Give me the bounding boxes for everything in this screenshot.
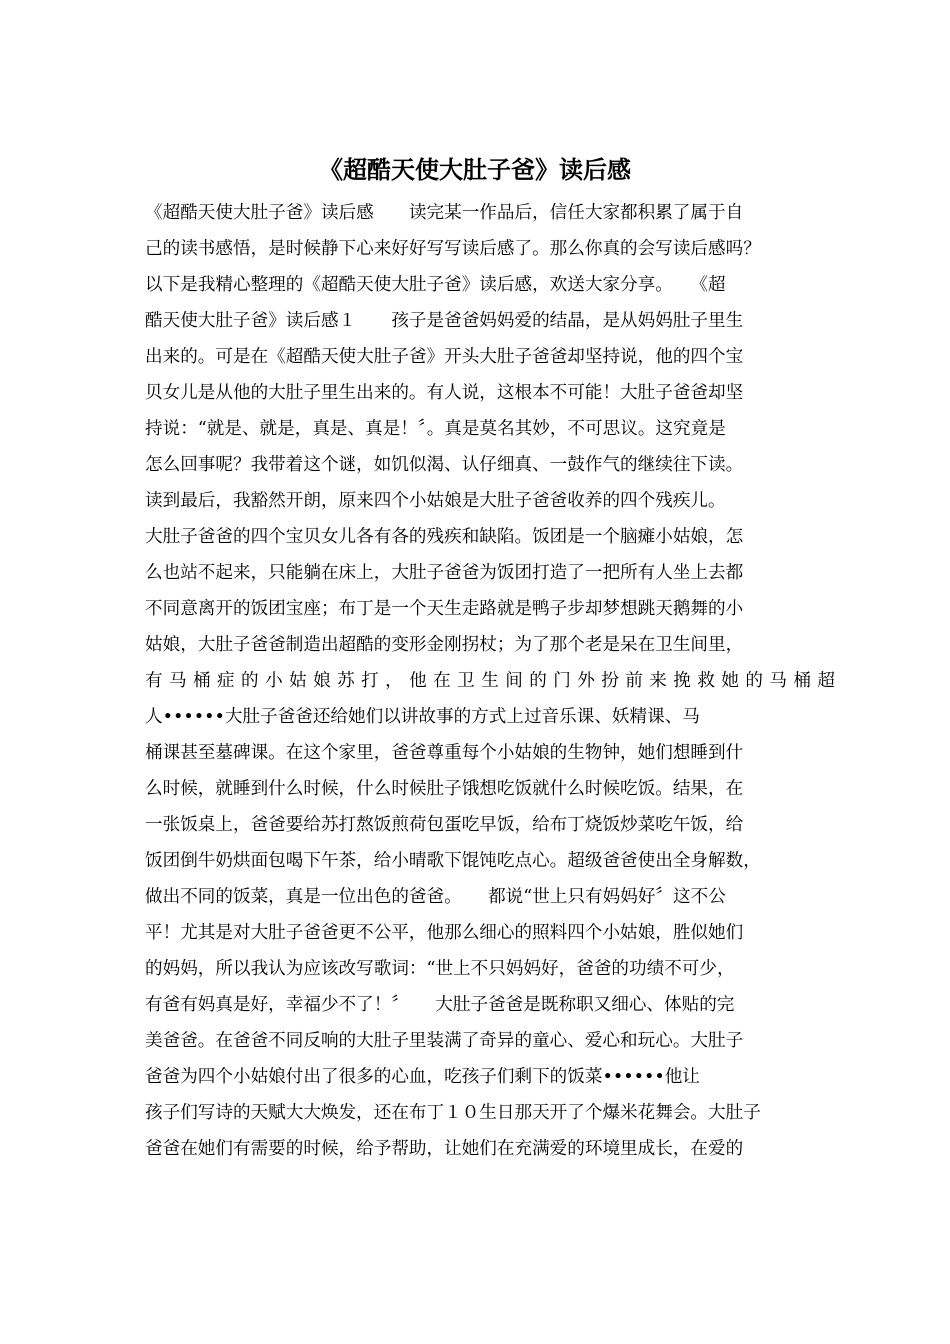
body-line: 《超酷天使大肚子爸》读后感 读完某一作品后，信任大家都积累了属于自	[145, 203, 744, 223]
body-line: 么也站不起来，只能躺在床上，大肚子爸爸为饭团打造了一把所有人坐上去都	[145, 563, 744, 583]
body-line: 有爸有妈真是好，幸福少不了！〞 大肚子爸爸是既称职又细心、体贴的完	[145, 995, 735, 1015]
body-line: 桶课甚至墓碑课。在这个家里，爸爸尊重每个小姑娘的生物钟，她们想睡到什	[145, 743, 744, 763]
body-line: 贝女儿是从他的大肚子里生出来的。有人说，这根本不可能！大肚子爸爸却坚	[145, 383, 744, 403]
document-title: 《超酷天使大肚子爸》读后感	[319, 155, 631, 184]
body-line: 爸爸在她们有需要的时候，给予帮助，让她们在充满爱的环境里成长，在爱的	[145, 1139, 744, 1159]
body-line: 爸爸为四个小姑娘付出了很多的心血，吃孩子们剩下的饭菜••••••他让	[145, 1067, 700, 1087]
body-line: 己的读书感悟，是时候静下心来好好写写读后感了。那么你真的会写读后感吗？	[145, 239, 761, 259]
body-line: 的妈妈，所以我认为应该改写歌词：“世上不只妈妈好，爸爸的功绩不可少，	[145, 959, 735, 979]
body-line: 平！尤其是对大肚子爸爸更不公平，他那么细心的照料四个小姑娘，胜似她们	[145, 923, 744, 943]
body-line: 人••••••大肚子爸爸还给她们以讲故事的方式上过音乐课、妖精课、马	[145, 707, 700, 727]
body-line: 持说：“就是、就是，真是、真是！〞。真是莫名其妙，不可思议。这究竟是	[145, 419, 726, 439]
body-line: 不同意离开的饭团宝座；布丁是一个天生走路就是鸭子步却梦想跳天鹅舞的小	[145, 599, 744, 619]
body-line: 以下是我精心整理的《超酷天使大肚子爸》读后感，欢送大家分享。 《超	[145, 275, 726, 295]
body-line: 有马桶症的小姑娘苏打，他在卫生间的门外扮前来挽救她的马桶超	[145, 671, 835, 691]
body-line: 做出不同的饭菜，真是一位出色的爸爸。 都说“世上只有妈妈好〞这不公	[145, 887, 726, 907]
body-line: 读到最后，我豁然开朗，原来四个小姑娘是大肚子爸爸收养的四个残疾儿。	[145, 491, 726, 511]
body-line: 一张饭桌上，爸爸要给苏打熬饭煎荷包蛋吃早饭，给布丁烧饭炒菜吃午饭，给	[145, 815, 744, 835]
body-line: 酷天使大肚子爸》读后感１ 孩子是爸爸妈妈爱的结晶，是从妈妈肚子里生	[145, 311, 744, 331]
body-line: 孩子们写诗的天赋大大焕发，还在布丁１０生日那天开了个爆米花舞会。大肚子	[145, 1103, 761, 1123]
body-line: 饭团倒牛奶烘面包喝下午茶，给小晴歌下馄饨吃点心。超级爸爸使出全身解数，	[145, 851, 761, 871]
body-line: 姑娘，大肚子爸爸制造出超酷的变形金刚拐杖；为了那个老是呆在卫生间里，	[145, 635, 744, 655]
body-line: 怎么回事呢？我带着这个谜，如饥似渴、认仔细真、一鼓作气的继续往下读。	[145, 455, 744, 475]
body-line: 大肚子爸爸的四个宝贝女儿各有各的残疾和缺陷。饭团是一个脑瘫小姑娘，怎	[145, 527, 744, 547]
body-line: 出来的。可是在《超酷天使大肚子爸》开头大肚子爸爸却坚持说，他的四个宝	[145, 347, 744, 367]
body-line: 美爸爸。在爸爸不同反响的大肚子里装满了奇异的童心、爱心和玩心。大肚子	[145, 1031, 744, 1051]
body-line: 么时候，就睡到什么时候，什么时候肚子饿想吃饭就什么时候吃饭。结果，在	[145, 779, 744, 799]
